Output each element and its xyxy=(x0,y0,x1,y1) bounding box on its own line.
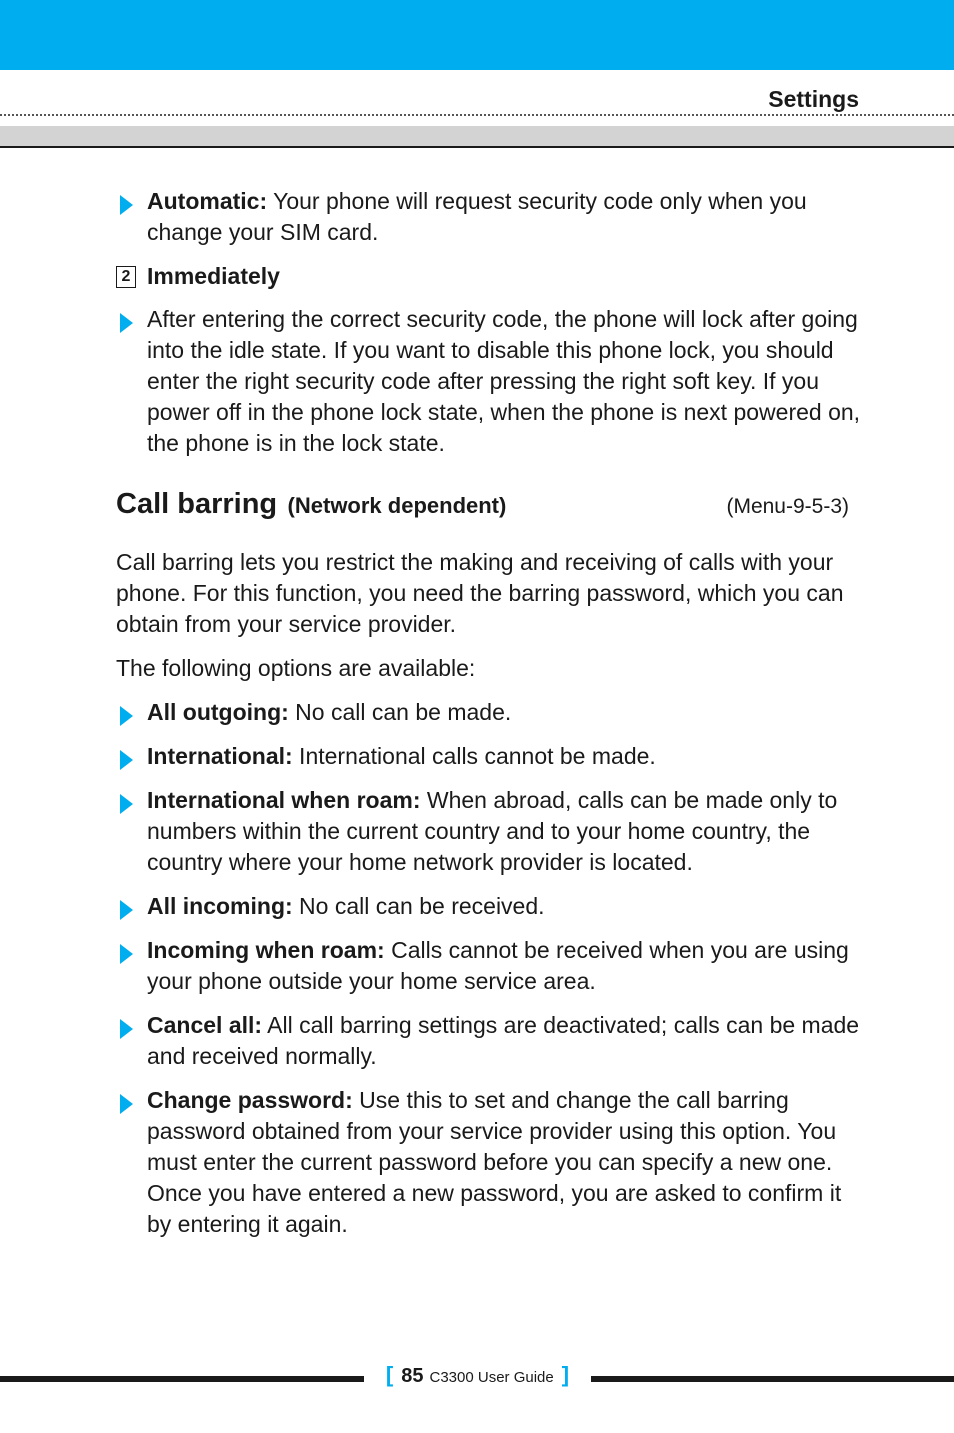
option-label: Change password: xyxy=(147,1087,353,1113)
option-text: All call barring settings are deactivated; calls can be made and received normally. xyxy=(147,1012,860,1069)
footer-bracket-open: [ xyxy=(385,1362,394,1387)
option-incoming-when-roam xyxy=(116,935,861,997)
bullet-text: Your phone will request security code only when you change your SIM card. xyxy=(147,188,807,245)
option-text: When abroad, calls can be made only to numbers within the current country and to your home country, the country where your home network provider is located. xyxy=(147,787,838,875)
bullet-triangle-icon xyxy=(120,1094,133,1114)
bullet-text: After entering the correct security code, the phone will lock after going into the idle state. If you want to disable this phone lock, you should enter the right security code after pressing the right soft key. If you power off in the phone lock state, when the phone is next powered on, the phone is in the lock state. xyxy=(147,306,861,456)
option-international-when-roam xyxy=(116,785,861,878)
bullet-triangle-icon xyxy=(120,706,133,726)
dotted-divider xyxy=(0,114,954,116)
option-all-incoming xyxy=(116,891,861,922)
bullet-triangle-icon xyxy=(120,195,133,215)
numbered-heading xyxy=(116,261,861,292)
number-box: 2 xyxy=(116,266,136,288)
option-label: International: xyxy=(147,743,293,769)
option-label: All incoming: xyxy=(147,893,293,919)
bullet-immediately xyxy=(116,304,861,459)
bullet-label: Automatic: xyxy=(147,188,268,214)
option-text: Calls cannot be received when you are using your phone outside your home service area. xyxy=(147,937,849,994)
option-label: All outgoing: xyxy=(147,699,289,725)
footer-bracket-close: ] xyxy=(561,1362,570,1387)
page-number: 85 xyxy=(401,1365,424,1387)
option-all-outgoing xyxy=(116,697,861,728)
intro-paragraph: Call barring lets you restrict the making and receiving of calls with your phone. For this function, you need the barring password, which you can obtain from your service provider. xyxy=(116,549,844,637)
footer-rule-left xyxy=(0,1376,364,1382)
option-text: Use this to set and change the call barring password obtained from your service provider using this option. You must enter the current password before you can specify a new one. Once you have entered a new password, you are asked to confirm it by entering it again. xyxy=(147,1087,842,1237)
page-footer xyxy=(364,1362,591,1388)
bullet-triangle-icon xyxy=(120,750,133,770)
bullet-triangle-icon xyxy=(120,944,133,964)
numbered-title: Immediately xyxy=(147,263,280,289)
section-title: Settings xyxy=(768,86,859,112)
bullet-triangle-icon xyxy=(120,1019,133,1039)
heading-title: Call barring xyxy=(116,488,278,520)
header-gray-bar xyxy=(0,126,954,148)
option-text: No call can be made. xyxy=(288,699,512,725)
option-text: No call can be received. xyxy=(292,893,545,919)
page-content xyxy=(116,186,861,1253)
heading-subtitle: (Network dependent) xyxy=(287,493,507,518)
bullet-triangle-icon xyxy=(120,794,133,814)
options-intro: The following options are available: xyxy=(116,655,476,681)
option-cancel-all xyxy=(116,1010,861,1072)
option-label: Incoming when roam: xyxy=(147,937,385,963)
bullet-automatic xyxy=(116,186,861,248)
option-international xyxy=(116,741,861,772)
guide-name: C3300 User Guide xyxy=(429,1369,554,1386)
menu-code: (Menu-9-5-3) xyxy=(726,495,849,518)
bullet-triangle-icon xyxy=(120,313,133,333)
bullet-triangle-icon xyxy=(120,900,133,920)
option-label: Cancel all: xyxy=(147,1012,263,1038)
option-text: International calls cannot be made. xyxy=(292,743,656,769)
option-label: International when roam: xyxy=(147,787,421,813)
top-color-bar xyxy=(0,0,954,70)
footer-rule-right xyxy=(591,1376,954,1382)
call-barring-heading xyxy=(116,489,861,529)
option-change-password xyxy=(116,1085,861,1240)
